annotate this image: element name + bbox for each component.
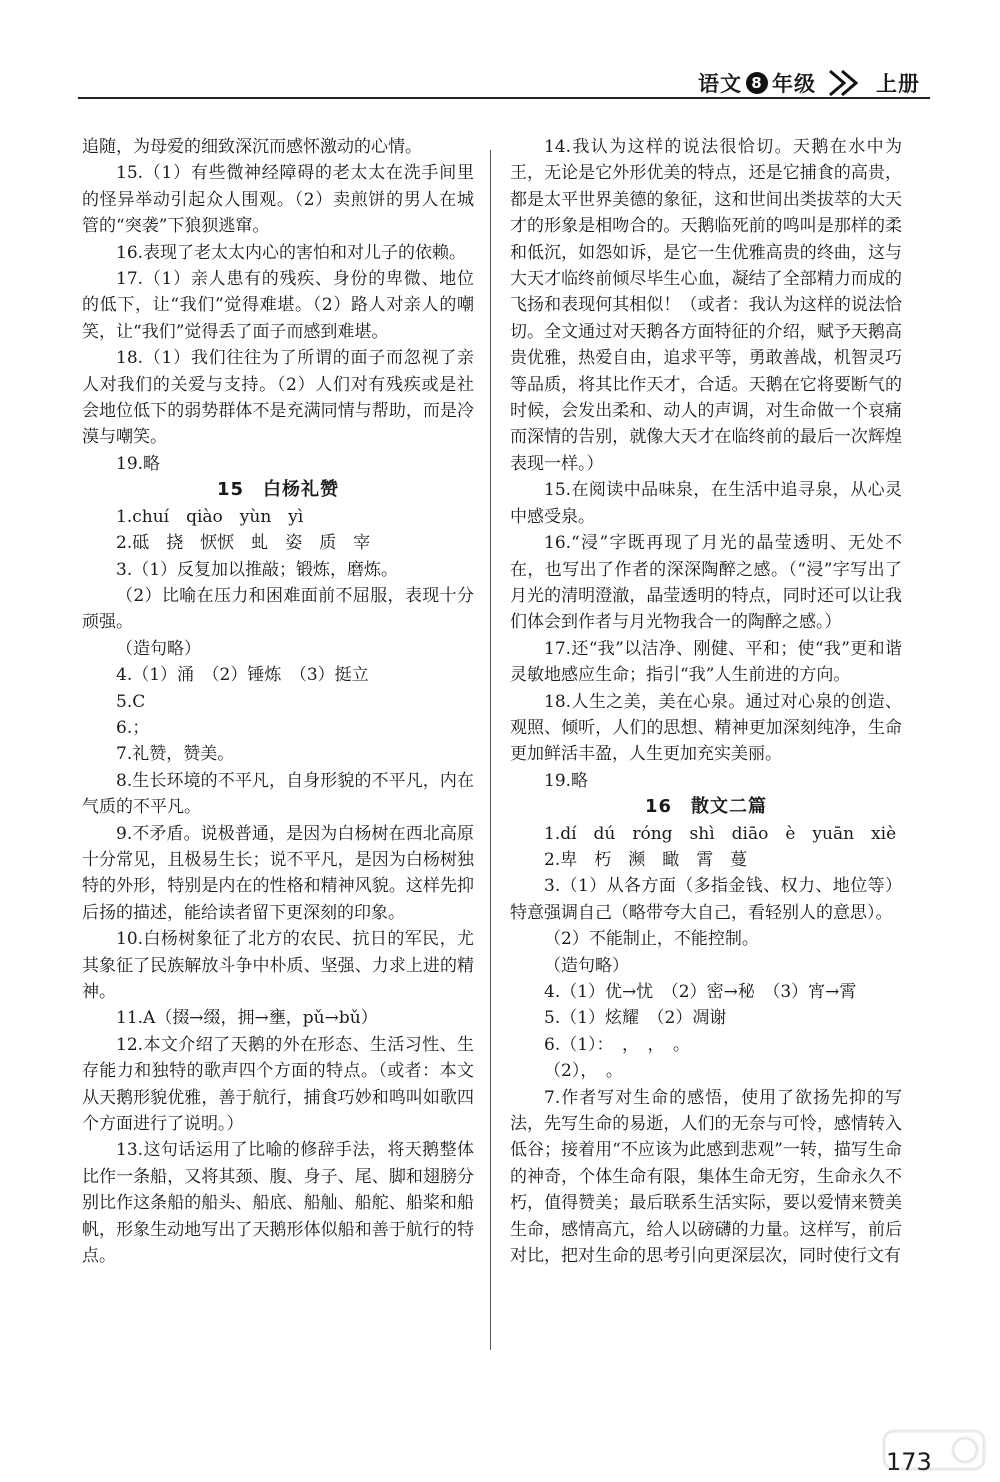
answer-paragraph: 3.（1）从各方面（多指金钱、权力、地位等）特意强调自己（略带夸大自己，看轻别人的意思）。 [510, 876, 902, 923]
answer-paragraph: （造句略） [544, 955, 629, 976]
answer-paragraph: 11.A（掇→缀，拥→壅，pǔ→bǔ） [116, 1008, 378, 1029]
right-column [510, 134, 902, 1269]
answer-paragraph: 2.砥 挠 恹恹 虬 姿 质 宰 [116, 533, 371, 554]
answer-paragraph: 16.“浸”字既再现了月光的晶莹透明、无处不在，也写出了作者的深深陶醉之感。（“浸”字写出了月光的清明澄澈，晶莹透明的特点，同时还可以让我们体会到作者与月光物我合一的陶醉之感。） [510, 533, 902, 633]
left-column [82, 134, 474, 1269]
answer-paragraph: 18.（1）我们往往为了所谓的面子而忽视了亲人对我们的关爱与支持。（2）人们对有残疾或是社会地位低下的弱势群体不是充满同情与帮助，而是冷漠与嘲笑。 [82, 348, 474, 448]
page-header [78, 60, 930, 100]
answer-paragraph: 5.C [116, 691, 146, 712]
watermark-logo [880, 1425, 990, 1475]
answer-paragraph: 14.我认为这样的说法很恰切。天鹅在水中为王，无论是它外形优美的特点，还是它捕食的高贵，都是太平世界美德的象征，这和世间出类拔萃的大天才的形象是相吻合的。天鹅临死前的鸣叫是那样的柔和低沉，如怨如诉，是它一生优雅高贵的终曲，这与大天才临终前倾尽毕生心血，凝结了全部精力而成的飞扬和表现何其相似！（或者：我认为这样的说法恰切。全文通过对天鹅各方面特征的介绍，赋予天鹅高贵优雅，热爱自由，追求平等，勇敢善战，机智灵巧等品质，将其比作天才，合适。天鹅在它将要断气的时候，会发出柔和、动人的声调，对生命做一个哀痛而深情的告别，就像大天才在临终前的最后一次辉煌表现一样。） [510, 137, 902, 474]
answer-paragraph: （2）不能制止，不能控制。 [544, 929, 759, 950]
answer-paragraph: 4.（1）优→忧 （2）密→秘 （3）宵→霄 [544, 982, 857, 1002]
answer-paragraph: 16.表现了老太太内心的害怕和对儿子的依赖。 [116, 242, 467, 263]
header-rule [78, 97, 930, 99]
header-volume: 上册 [876, 72, 920, 96]
answer-paragraph: （2）， 。 [544, 1061, 623, 1082]
answer-paragraph: 9.不矛盾。说极普通，是因为白杨树在西北高原十分常见，且极易生长；说不平凡，是因为白杨树独特的外形，特别是内在的性格和精神风貌。这样先抑后扬的描述，能给读者留下更深刻的印象。 [82, 823, 474, 923]
answer-paragraph: 6.（1）： ， ， 。 [544, 1034, 691, 1055]
answer-paragraph: （2）比喻在压力和困难面前不屈服，表现十分顽强。 [82, 585, 474, 633]
answer-paragraph: 15.（1）有些微神经障碍的老太太在洗手间里的怪异举动引起众人围观。（2）卖煎饼的男人在城管的“突袭”下狼狈逃窜。 [82, 163, 474, 237]
answer-paragraph: 6.； [116, 717, 150, 738]
answer-paragraph: 17.还“我”以洁净、刚健、平和；使“我”更和谐灵敏地感应生命；指引“我”人生前进的方向。 [510, 638, 902, 686]
answer-paragraph: 10.白杨树象征了北方的农民、抗日的军民，尤其象征了民族解放斗争中朴质、坚强、力求上进的精神。 [82, 929, 474, 1002]
answer-paragraph: 8.生长环境的不平凡，自身形貌的不平凡，内在气质的不平凡。 [82, 770, 474, 818]
answer-paragraph: 13.这句话运用了比喻的修辞手法，将天鹅整体比作一条船，又将其颈、腹、身子、尾、脚和翅膀分别比作这条船的船头、船底、船舢、船舵、船桨和船帆，形象生动地写出了天鹅形体似船和善于航行的特点。 [82, 1140, 474, 1267]
answer-paragraph: 12.本文介绍了天鹅的外在形态、生活习性、生存能力和独特的歌声四个方面的特点。（或者：本文从天鹅形貌优雅，善于航行，捕食巧妙和鸣叫如歌四个方面进行了说明。） [82, 1034, 474, 1135]
answer-paragraph: 3.（1）反复加以推敲；锻炼，磨炼。 [116, 559, 399, 580]
answer-paragraph: 19.略 [544, 770, 589, 791]
answer-paragraph: 19.略 [116, 453, 161, 474]
answer-paragraph: 2.卑 朽 濒 瞰 霄 蔓 [544, 849, 748, 870]
answer-paragraph: 7.礼赞，赞美。 [116, 744, 235, 765]
answer-paragraph: 追随，为母爱的细致深沉而感怀激动的心情。 [82, 137, 422, 157]
section-heading: 15 白杨礼赞 [216, 479, 340, 501]
page-number: 173 [886, 1448, 932, 1476]
column-divider [490, 150, 491, 1350]
answer-paragraph: （造句略） [116, 638, 201, 659]
answer-paragraph: 4.（1）涌 （2）锤炼 （3）挺立 [116, 665, 369, 686]
answer-paragraph: 1.dí dú róng shì diāo è yuān xiè [544, 823, 897, 844]
header-subject: 语文 [698, 72, 742, 96]
double-chevron-icon [826, 69, 866, 97]
answer-paragraph: 15.在阅读中品味泉，在生活中追寻泉，从心灵中感受泉。 [510, 480, 902, 527]
grade-number-badge: 8 [746, 72, 768, 94]
answer-paragraph: 7.作者写对生命的感悟，使用了欲扬先抑的写法，先写生命的易逝，人们的无奈与可怜，感情转入低谷；接着用“不应该为此感到悲观”一转，描写生命的神奇，个体生命有限，集体生命无穷，生命永久不朽，值得赞美；最后联系生活实际，要以爱情来赞美生命，感情高亢，给人以磅礴的力量。这样写，前后对比，把对生命的思考引向更深层次，同时使行文有 [510, 1087, 902, 1267]
answer-paragraph: 17.（1）亲人患有的残疾、身份的卑微、地位的低下，让“我们”觉得难堪。（2）路人对亲人的嘲笑，让“我们”觉得丢了面子而感到难堪。 [82, 269, 474, 342]
answer-paragraph: 18.人生之美，美在心泉。通过对心泉的创造、观照、倾听，人们的思想、精神更加深刻纯净，生命更加鲜活丰盈，人生更加充实美丽。 [510, 691, 902, 765]
section-heading: 16 散文二篇 [644, 796, 768, 818]
header-title [698, 68, 920, 98]
answer-paragraph: 1.chuí qiào yùn yì [116, 506, 304, 527]
header-grade: 年级 [772, 72, 816, 96]
answer-paragraph: 5.（1）炫耀 （2）凋谢 [544, 1008, 727, 1029]
